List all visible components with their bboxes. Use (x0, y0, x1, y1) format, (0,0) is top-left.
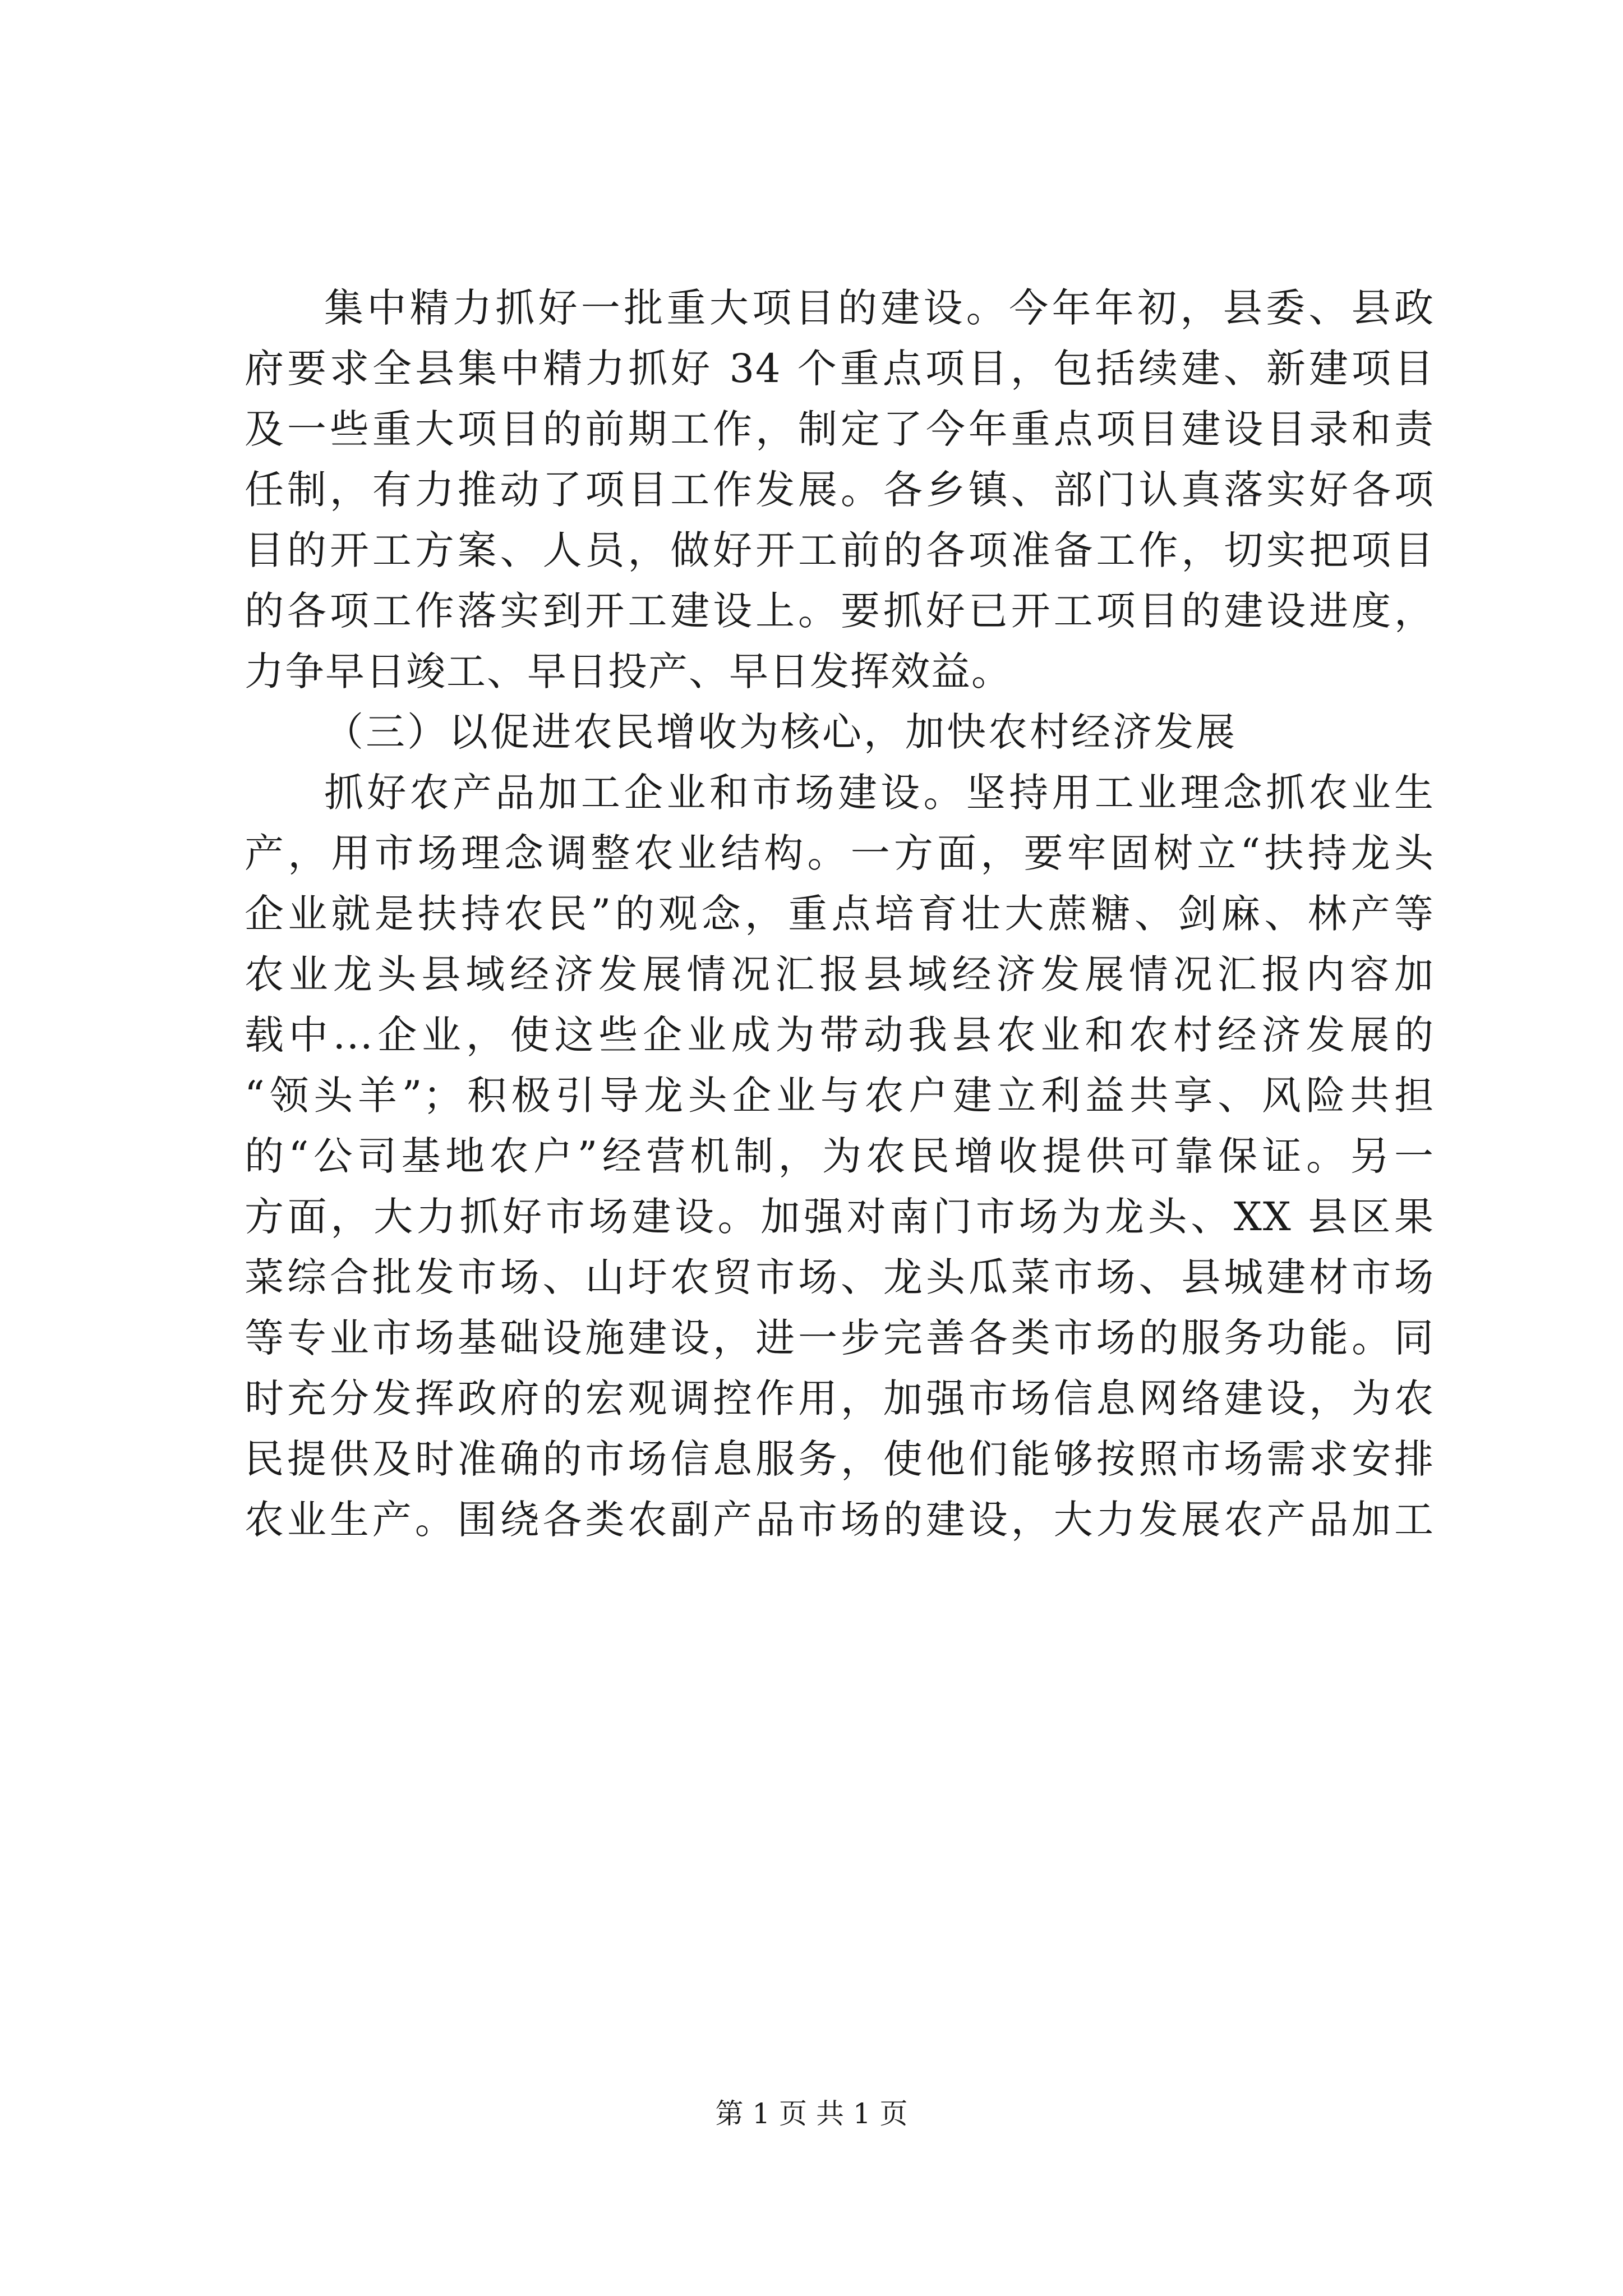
paragraph-line: 方面，大力抓好市场建设。加强对南门市场为龙头、XX 县区果 (245, 1194, 1435, 1240)
paragraph-line: 目的开工方案、人员，做好开工前的各项准备工作，切实把项目 (245, 527, 1435, 573)
paragraph-line: 载中...企业，使这些企业成为带动我县农业和农村经济发展的 (245, 1012, 1435, 1058)
page-footer: 第 1 页 共 1 页 (715, 2097, 908, 2130)
paragraph-line: 企业就是扶持农民”的观念，重点培育壮大蔗糖、剑麻、林产等 (245, 891, 1435, 937)
paragraph-line: 的各项工作落实到开工建设上。要抓好已开工项目的建设进度， (245, 588, 1435, 634)
paragraph-line: “领头羊”；积极引导龙头企业与农户建立利益共享、风险共担 (245, 1073, 1435, 1119)
paragraph-line: 府要求全县集中精力抓好 34 个重点项目，包括续建、新建项目 (245, 346, 1435, 392)
paragraph-line: 任制，有力推动了项目工作发展。各乡镇、部门认真落实好各项 (245, 467, 1435, 513)
section-heading: （三）以促进农民增收为核心，加快农村经济发展 (324, 709, 1237, 755)
paragraph-line: 菜综合批发市场、山圩农贸市场、龙头瓜菜市场、县城建材市场 (245, 1254, 1435, 1300)
paragraph-line: 时充分发挥政府的宏观调控作用，加强市场信息网络建设，为农 (245, 1375, 1435, 1421)
paragraph-line: 产，用市场理念调整农业结构。一方面，要牢固树立“扶持龙头 (245, 830, 1435, 876)
paragraph-line: 农业生产。围绕各类农副产品市场的建设，大力发展农产品加工 (245, 1497, 1435, 1543)
paragraph-line: 及一些重大项目的前期工作，制定了今年重点项目建设目录和责 (245, 406, 1435, 452)
paragraph-line: 农业龙头县域经济发展情况汇报县域经济发展情况汇报内容加 (245, 951, 1435, 997)
paragraph-line: 抓好农产品加工企业和市场建设。坚持用工业理念抓农业生 (324, 770, 1435, 816)
paragraph-line: 等专业市场基础设施建设，进一步完善各类市场的服务功能。同 (245, 1315, 1435, 1361)
document-body (245, 278, 1435, 1550)
paragraph-line: 民提供及时准确的市场信息服务，使他们能够按照市场需求安排 (245, 1436, 1435, 1482)
paragraph-line: 集中精力抓好一批重大项目的建设。今年年初，县委、县政 (324, 285, 1435, 331)
paragraph-line: 力争早日竣工、早日投产、早日发挥效益。 (245, 648, 1012, 694)
paragraph-line: 的“公司基地农户”经营机制，为农民增收提供可靠保证。另一 (245, 1133, 1435, 1179)
